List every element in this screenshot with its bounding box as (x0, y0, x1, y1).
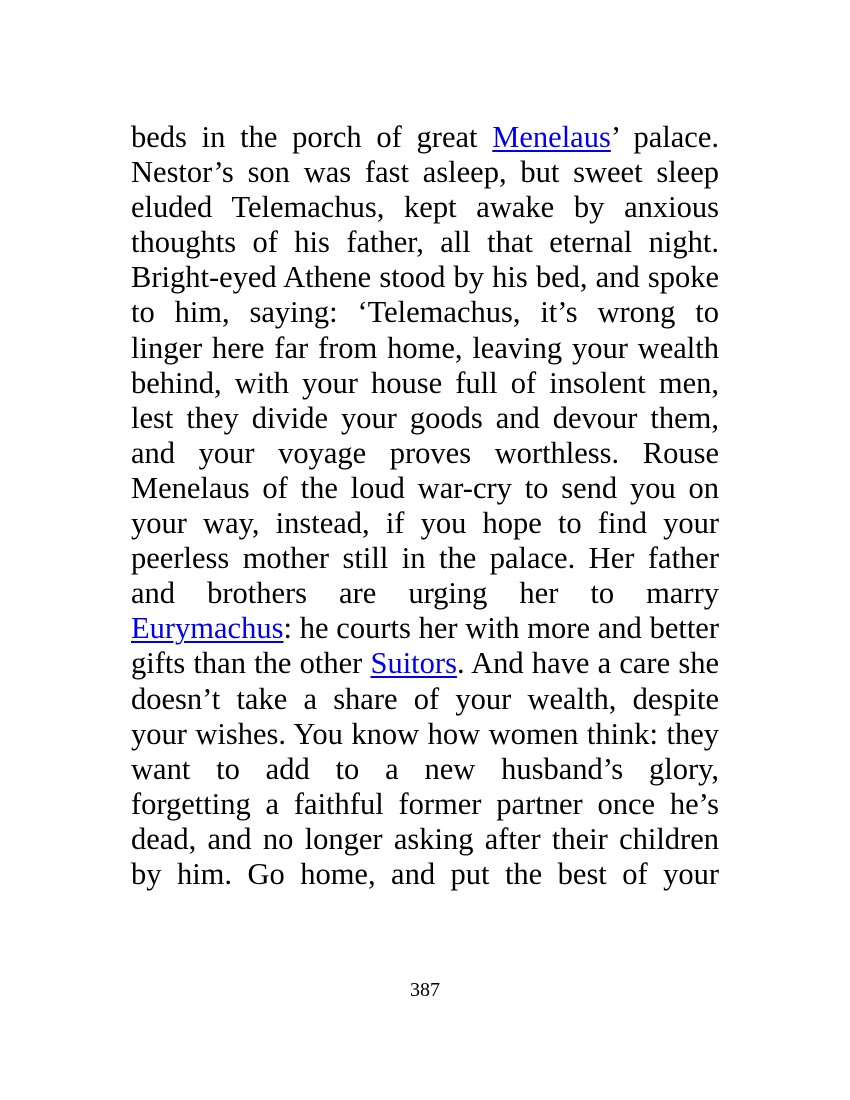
text-segment: : he courts her with more and better (283, 611, 719, 646)
text-line (131, 857, 719, 892)
text-line (131, 436, 719, 471)
text-segment: Menelaus of the loud war-cry to send you on (131, 470, 719, 505)
text-segment: linger here far from home, leaving your wealth (131, 330, 719, 365)
text-segment: your wishes. You know how women think: they (131, 716, 719, 751)
text-line (131, 155, 719, 190)
text-line (131, 260, 719, 295)
text-line (131, 611, 719, 646)
text-segment: doesn’t take a share of your wealth, despite (131, 681, 719, 716)
text-line (131, 190, 719, 225)
text-line (131, 295, 719, 330)
text-line (131, 787, 719, 822)
text-segment: lest they divide your goods and devour them, (131, 400, 719, 435)
text-line (131, 471, 719, 506)
text-line (131, 822, 719, 857)
body-text (131, 120, 719, 892)
text-line (131, 752, 719, 787)
text-line (131, 576, 719, 611)
text-segment: peerless mother still in the palace. Her father (131, 541, 719, 576)
glossary-link[interactable]: Menelaus (492, 120, 611, 154)
text-line (131, 646, 719, 681)
text-segment: eluded Telemachus, kept awake by anxious (131, 190, 719, 225)
text-segment: your way, instead, if you hope to find your (131, 506, 719, 541)
text-line (131, 401, 719, 436)
text-line (131, 120, 719, 155)
glossary-link[interactable]: Suitors (370, 646, 457, 681)
text-line (131, 331, 719, 366)
text-line (131, 682, 719, 717)
text-segment: gifts than the other (131, 646, 371, 681)
text-segment: Bright-eyed Athene stood by his bed, and spoke (131, 260, 719, 295)
text-line (131, 717, 719, 752)
text-segment: . And have a care she (456, 646, 719, 681)
text-segment: beds in the porch of great (131, 120, 493, 154)
text-segment: thoughts of his father, all that eternal night. (131, 225, 719, 260)
text-segment: by him. Go home, and put the best of your (131, 856, 719, 891)
text-segment: behind, with your house full of insolent men, (131, 365, 719, 400)
text-segment: and your voyage proves worthless. Rouse (131, 435, 719, 470)
text-segment: dead, and no longer asking after their children (131, 821, 719, 856)
text-segment: forgetting a faithful former partner once he’s (131, 786, 719, 821)
text-segment: Nestor’s son was fast asleep, but sweet sleep (131, 155, 719, 190)
text-segment: want to add to a new husband’s glory, (131, 751, 719, 786)
text-line (131, 225, 719, 260)
text-segment: to him, saying: ‘Telemachus, it’s wrong to (131, 295, 719, 330)
page-number: 387 (410, 979, 440, 1001)
text-segment: ’ palace. (610, 120, 719, 154)
text-segment: and brothers are urging her to marry (131, 576, 719, 611)
text-line (131, 541, 719, 576)
text-line (131, 366, 719, 401)
glossary-link[interactable]: Eurymachus (131, 611, 284, 646)
text-line (131, 506, 719, 541)
